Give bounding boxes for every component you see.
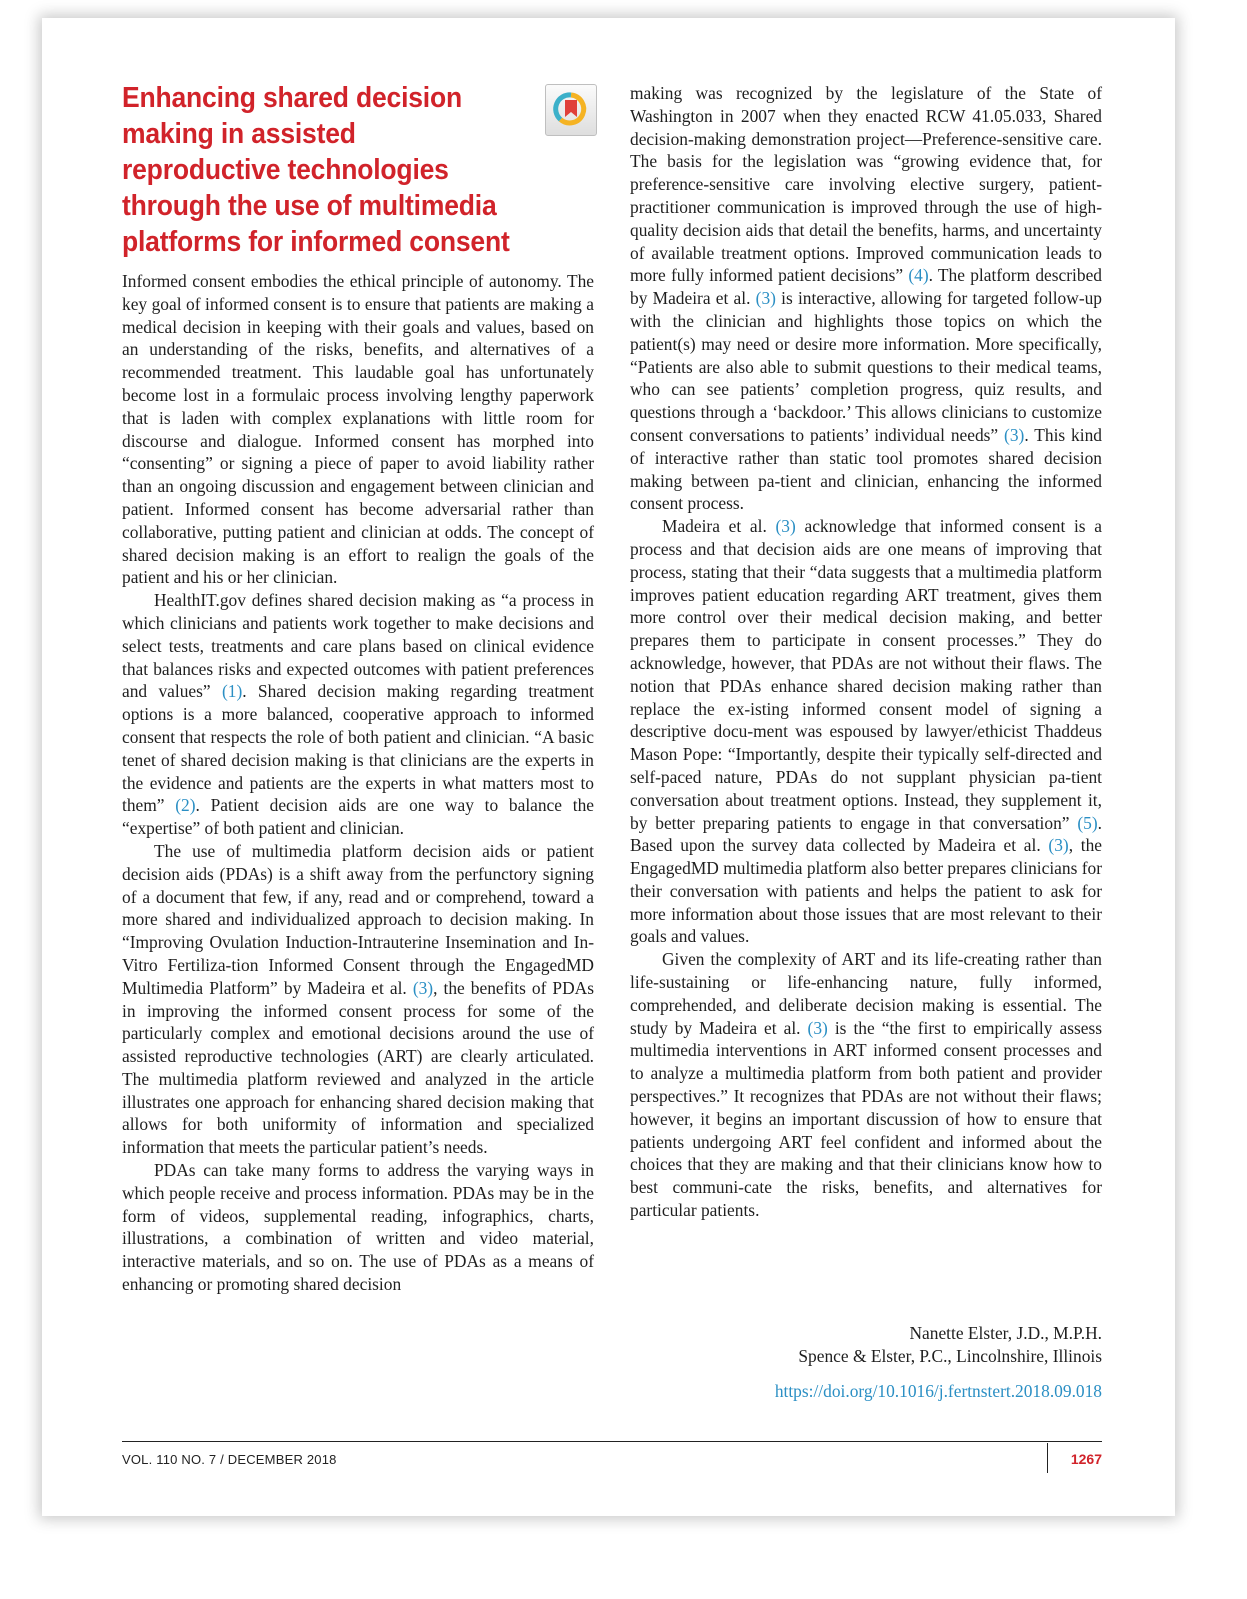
right-column xyxy=(630,82,1102,1222)
doi-link[interactable]: https://doi.org/10.1016/j.fertnstert.2018.09.018 xyxy=(774,1381,1102,1401)
citation-link[interactable]: (1) xyxy=(221,681,243,702)
paragraph-text: . Patient decision aids are one way to balance the “expertise” of both patient and clinician. xyxy=(122,795,594,839)
paragraph xyxy=(122,1159,594,1296)
paragraph-text: Given the complexity of ART and its life-creating rather than life-sustaining or life-enhancing nature, fully informed, comprehended, and deliberate decision making is essential. The study by Madeira et al. xyxy=(630,949,1102,1038)
citation-link[interactable]: (2) xyxy=(175,795,196,816)
paragraph-text: PDAs can take many forms to address the varying ways in which people receive and process information. PDAs may be in the form of videos, supplemental reading, infographics, charts, illustrations, a combination of written and video material, interactive materials, and so on. The use of PDAs as a means of enhancing or promoting shared decision xyxy=(122,1160,594,1295)
citation-link[interactable]: (3) xyxy=(775,516,796,537)
paragraph-text: , the benefits of PDAs in improving the informed consent process for some of the particularly complex and emotional decisions around the use of assisted reproductive technologies (ART) are clearly articulated. The multimedia platform reviewed and analyzed in the article illustrates one approach for enhancing shared decision making that allows for both uniformity of information and specialized information that meets the particular patient’s needs. xyxy=(122,977,594,1158)
paragraph-text: . Shared decision making regarding treatment options is a more balanced, cooperative approach to informed consent that respects the role of both patient and clinician. “A basic tenet of shared decision making is that clinicians are the experts in the evidence and patients are the experts in what matters most to them” xyxy=(122,681,595,816)
citation-link[interactable]: (3) xyxy=(1004,424,1025,445)
journal-issue: VOL. 110 NO. 7 / DECEMBER 2018 xyxy=(122,1452,337,1467)
citation-link[interactable]: (5) xyxy=(1077,812,1098,833)
paragraph xyxy=(122,589,594,840)
citation-link[interactable]: (3) xyxy=(412,977,434,998)
footer-divider xyxy=(1047,1443,1048,1473)
paragraph-text: making was recognized by the legislature of the State of Washington in 2007 when they enacted RCW 41.05.033, Shared decision-making demonstration project—Preference-sensitive care. The basis for the legislation was “growing evidence that, for preference-sensitive care involving elective surgery, patient-practitioner communication is improved through the use of high-quality decision aids that detail the benefits, harms, and uncertainty of available treatment options. Improved communication leads to more fully informed patient decisions” xyxy=(630,83,1102,286)
paragraph-text: Informed consent embodies the ethical principle of autonomy. The key goal of informed consent is to ensure that patients are making a medical decision in keeping with their goals and values, based on an understanding of the risks, benefits, and alternatives of a recommended treatment. This laudable goal has unfortunately become lost in a formulaic process involving lengthy paperwork that is laden with complex explanations with little room for discourse and dialogue. Informed consent has morphed into “consenting” or signing a piece of paper to avoid liability rather than an ongoing discussion and engagement between clinician and patient. Informed consent has become adversarial rather than collaborative, putting patient and clinician at odds. The concept of shared decision making is an effort to realign the goals of the patient and his or her clinician. xyxy=(122,271,594,588)
paragraph-text: , the EngagedMD multimedia platform also better prepares clinicians for their conversation with patients and helps the patient to ask for more information about those issues that are most relevant to their goals and values. xyxy=(630,835,1102,947)
paragraph-text: is the “the first to empirically assess multimedia interventions in ART informed consent processes and to analyze a multimedia platform from both patient and provider perspectives.” It recognizes that PDAs are not without their flaws; however, it begins an important discussion of how to ensure that patients undergoing ART feel confident and informed about the choices that they are making and that their clinicians know how to best communi-cate the risks, benefits, and alternatives for particular patients. xyxy=(630,1017,1102,1221)
crossmark-icon xyxy=(552,91,590,129)
author-name: Nanette Elster, J.D., M.P.H. xyxy=(909,1323,1102,1343)
paragraph-text: . Based upon the survey data collected by Madeira et al. xyxy=(630,812,1102,856)
citation-link[interactable]: (3) xyxy=(807,1017,828,1038)
paragraph-text: The use of multimedia platform decision aids or patient decision aids (PDAs) is a shift away from the perfunctory signing of a document that few, if any, read and or comprehend, toward a more shared and individualized approach to decision making. In “Improving Ovulation Induction-Intrauterine Insemination and In-Vitro Fertiliza-tion Informed Consent through the EngagedMD Multimedia Platform” by Madeira et al. xyxy=(122,840,594,998)
left-column xyxy=(122,270,594,1296)
article-title: Enhancing shared decision making in assisted reproductive technologies through the use of multimedia platforms for informed consent xyxy=(122,82,510,258)
citation-link[interactable]: (3) xyxy=(1048,835,1069,856)
paragraph xyxy=(630,515,1102,948)
crossmark-badge[interactable] xyxy=(545,84,597,136)
paragraph xyxy=(630,948,1102,1222)
author-affiliation: Spence & Elster, P.C., Lincolnshire, Illinois xyxy=(798,1346,1102,1366)
paragraph xyxy=(630,82,1102,515)
paragraph-text: . This kind of interactive rather than static tool promotes shared decision making between pa-tient and clinician, enhancing the informed consent process. xyxy=(630,424,1102,514)
paragraph-text: Madeira et al. xyxy=(662,516,776,537)
footer-rule xyxy=(122,1441,1102,1442)
citation-link[interactable]: (3) xyxy=(755,288,776,309)
paragraph-text: acknowledge that informed consent is a process and that decision aids are one means of improving that process, stating that their “data suggests that a multimedia platform improves patient education regarding ART treatment, gives them more control over their medical decision making, and better prepares them to participate in consent processes.” They do acknowledge, however, that PDAs are not without their flaws. The notion that PDAs enhance shared decision making rather than replace the ex-isting informed consent model of signing a descriptive docu-ment was espoused by lawyer/ethicist Thaddeus Mason Pope: “Importantly, despite their typically self-directed and self-paced nature, PDAs do not supplant physician pa-tient conversation about treatment options. Instead, they supplement it, by better preparing patients to engage in that conversation” xyxy=(630,516,1102,833)
paragraph xyxy=(122,840,594,1159)
citation-link[interactable]: (4) xyxy=(908,265,929,286)
paragraph-text: is interactive, allowing for targeted follow-up with the clinician and highlights those topics on which the patient(s) may need or desire more information. More specifically, “Patients are also able to submit questions to their medical teams, who can see patients’ completion progress, quiz results, and questions through a ‘backdoor.’ This allows clinicians to customize consent conversations to patients’ individual needs” xyxy=(630,288,1102,445)
paragraph xyxy=(122,270,594,589)
paragraph-text: HealthIT.gov defines shared decision making as “a process in which clinicians and patients work together to make decisions and select tests, treatments and care plans based on clinical evidence that balances risks and expected outcomes with patient preferences and values” xyxy=(122,590,594,702)
page-number: 1267 xyxy=(1070,1451,1102,1467)
paragraph-text: . The platform described by Madeira et al. xyxy=(630,265,1102,309)
